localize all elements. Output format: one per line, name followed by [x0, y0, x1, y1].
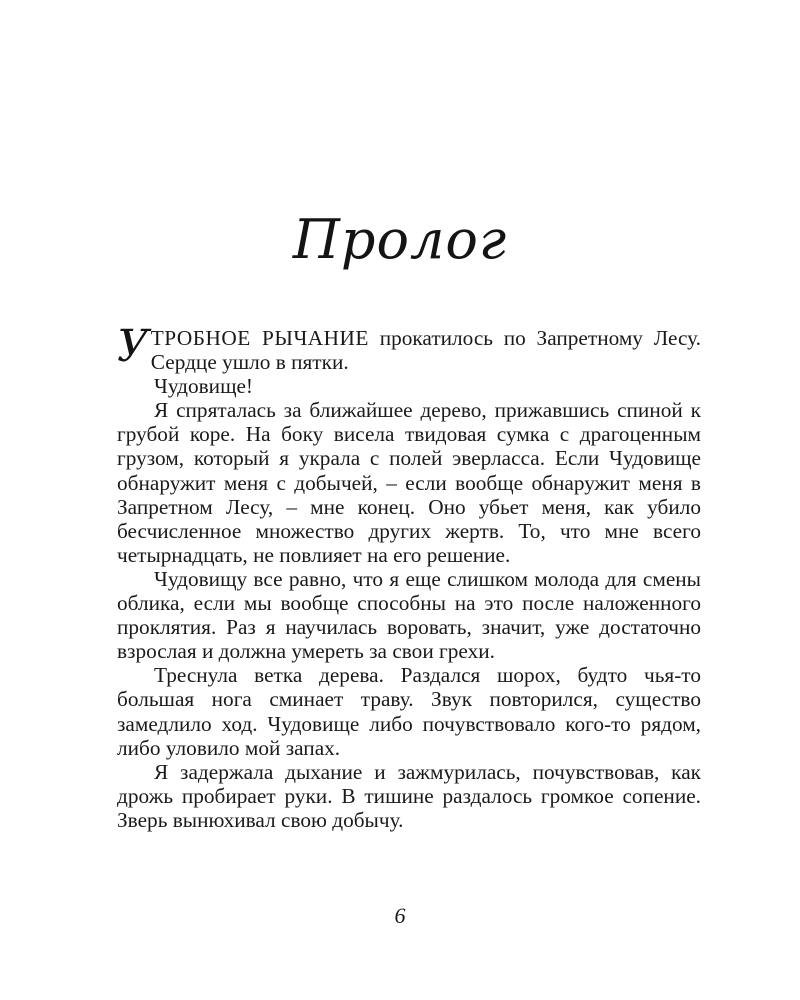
chapter-title: Пролог [292, 208, 508, 271]
paragraph-1-text: прокатилось по Запретному Лесу. Сердце ушло в пятки. [150, 326, 701, 375]
paragraph-6: Я задержала дыхание и зажмурилась, почувствовав, как дрожь пробирает руки. В тишине раздалось громкое сопение. Зверь вынюхивал свою добычу. [117, 759, 701, 832]
page-number: 6 [394, 903, 406, 928]
paragraph-2: Чудовище! [154, 374, 254, 399]
lead-in-smallcaps: ТРОБНОЕ РЫЧАНИЕ [150, 326, 369, 350]
drop-cap: У [117, 321, 149, 372]
paragraph-5: Треснула ветка дерева. Раздался шорох, будто чья-то большая нога сминает траву. Звук повторился, существо замедлило ход. Чудовище либо почувствовало кого-то рядом, либо уловило мой запах. [117, 663, 701, 760]
paragraph-3: Я спряталась за ближайшее дерево, прижавшись спиной к грубой коре. На боку висела твидовая сумка с драгоценным грузом, который я украла с полей эверласса. Если Чудовище обнаружит меня с добычей, – если вообще обнаружит меня в Запретном Лесу, – мне конец. Оно убьет меня, как убило бесчисленное множество других жертв. То, что мне всего четырнадцать, не повлияет на его решение. [117, 398, 701, 567]
paragraph-1 [117, 321, 701, 375]
body-text [117, 321, 701, 832]
paragraph-4: Чудовищу все равно, что я еще слишком молода для смены облика, если мы вообще способны на это после наложенного проклятия. Раз я научилась воровать, значит, уже достаточно взрослая и должна умереть за свои грехи. [117, 566, 701, 664]
